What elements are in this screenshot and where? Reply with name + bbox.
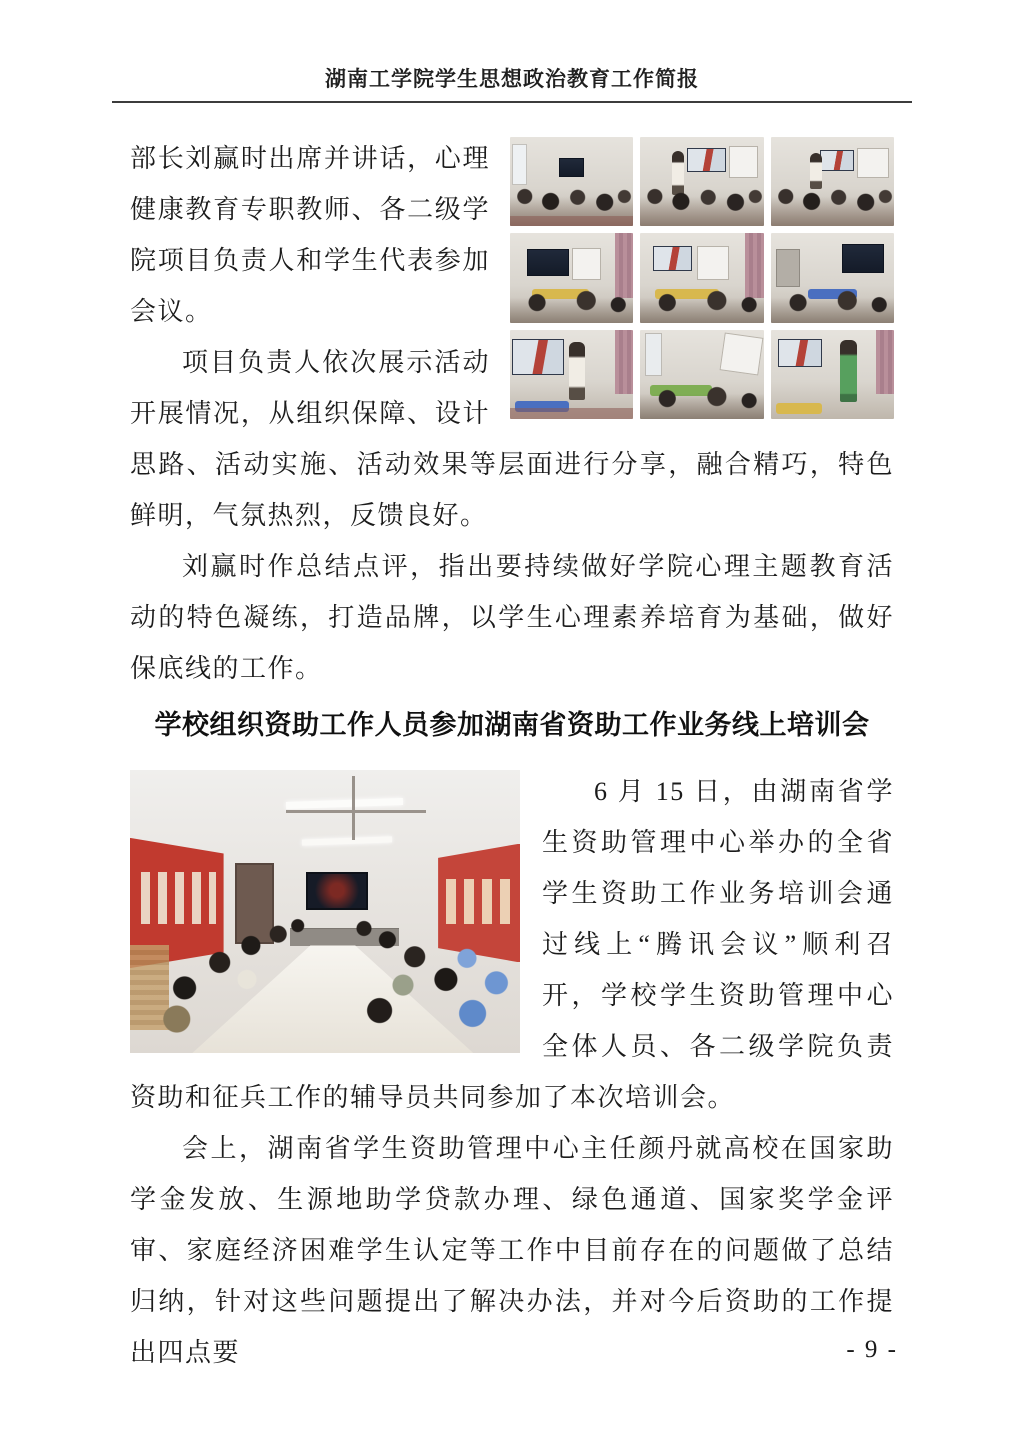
blue-stools [446,940,516,1042]
paragraph: 部长刘赢时出席并讲话，心理健康教育专职教师、各二级学院项目负责人和学生代表参加会议。 [130,144,490,326]
meeting-photo-grid [510,137,894,419]
classroom-photo [771,330,894,419]
training-meeting-photo [130,770,520,1053]
page-content [130,133,894,1378]
header-rule [112,101,912,103]
section-funding-training [130,766,894,1378]
classroom-photo [510,233,633,322]
paragraph: 会上，湖南省学生资助管理中心主任颜丹就高校在国家助学金发放、生源地助学贷款办理、绿色通道、国家奖学金评审、家庭经济困难学生认定等工作中目前存在的问题做了总结归纳，针对这些问题提出了解决办法，并对今后资助的工作提出四点要 [130,1134,894,1367]
page-header-title: 湖南工学院学生思想政治教育工作简报 [325,67,699,91]
section-heading: 学校组织资助工作人员参加湖南省资助工作业务线上培训会 [154,710,870,741]
paragraph: 项目负责人依次展示活动开展情况，从组织保障、设计思路、活动实施、活动效果等层面进行分享，融合精巧，特色鲜明，气氛热烈，反馈良好。 [130,348,894,530]
classroom-photo [771,233,894,322]
classroom-photo [640,137,763,226]
paragraph: 刘赢时作总结点评，指出要持续做好学院心理主题教育活动的特色凝练，打造品牌，以学生心理素养培育为基础，做好保底线的工作。 [130,552,894,683]
page-number: - 9 - [846,1336,898,1363]
classroom-photo [771,137,894,226]
classroom-photo [510,137,633,226]
section-psych-meeting [130,133,894,694]
paragraph: 6 月 15 日，由湖南省学生资助管理中心举办的全省学生资助工作业务培训会通过线上“腾讯会议”顺利召开，学校学生资助管理中心全体人员、各二级学院负责资助和征兵工作的辅导员共同参加了本次培训会。 [130,777,894,1112]
classroom-photo [640,233,763,322]
classroom-photo [640,330,763,419]
classroom-photo [510,330,633,419]
